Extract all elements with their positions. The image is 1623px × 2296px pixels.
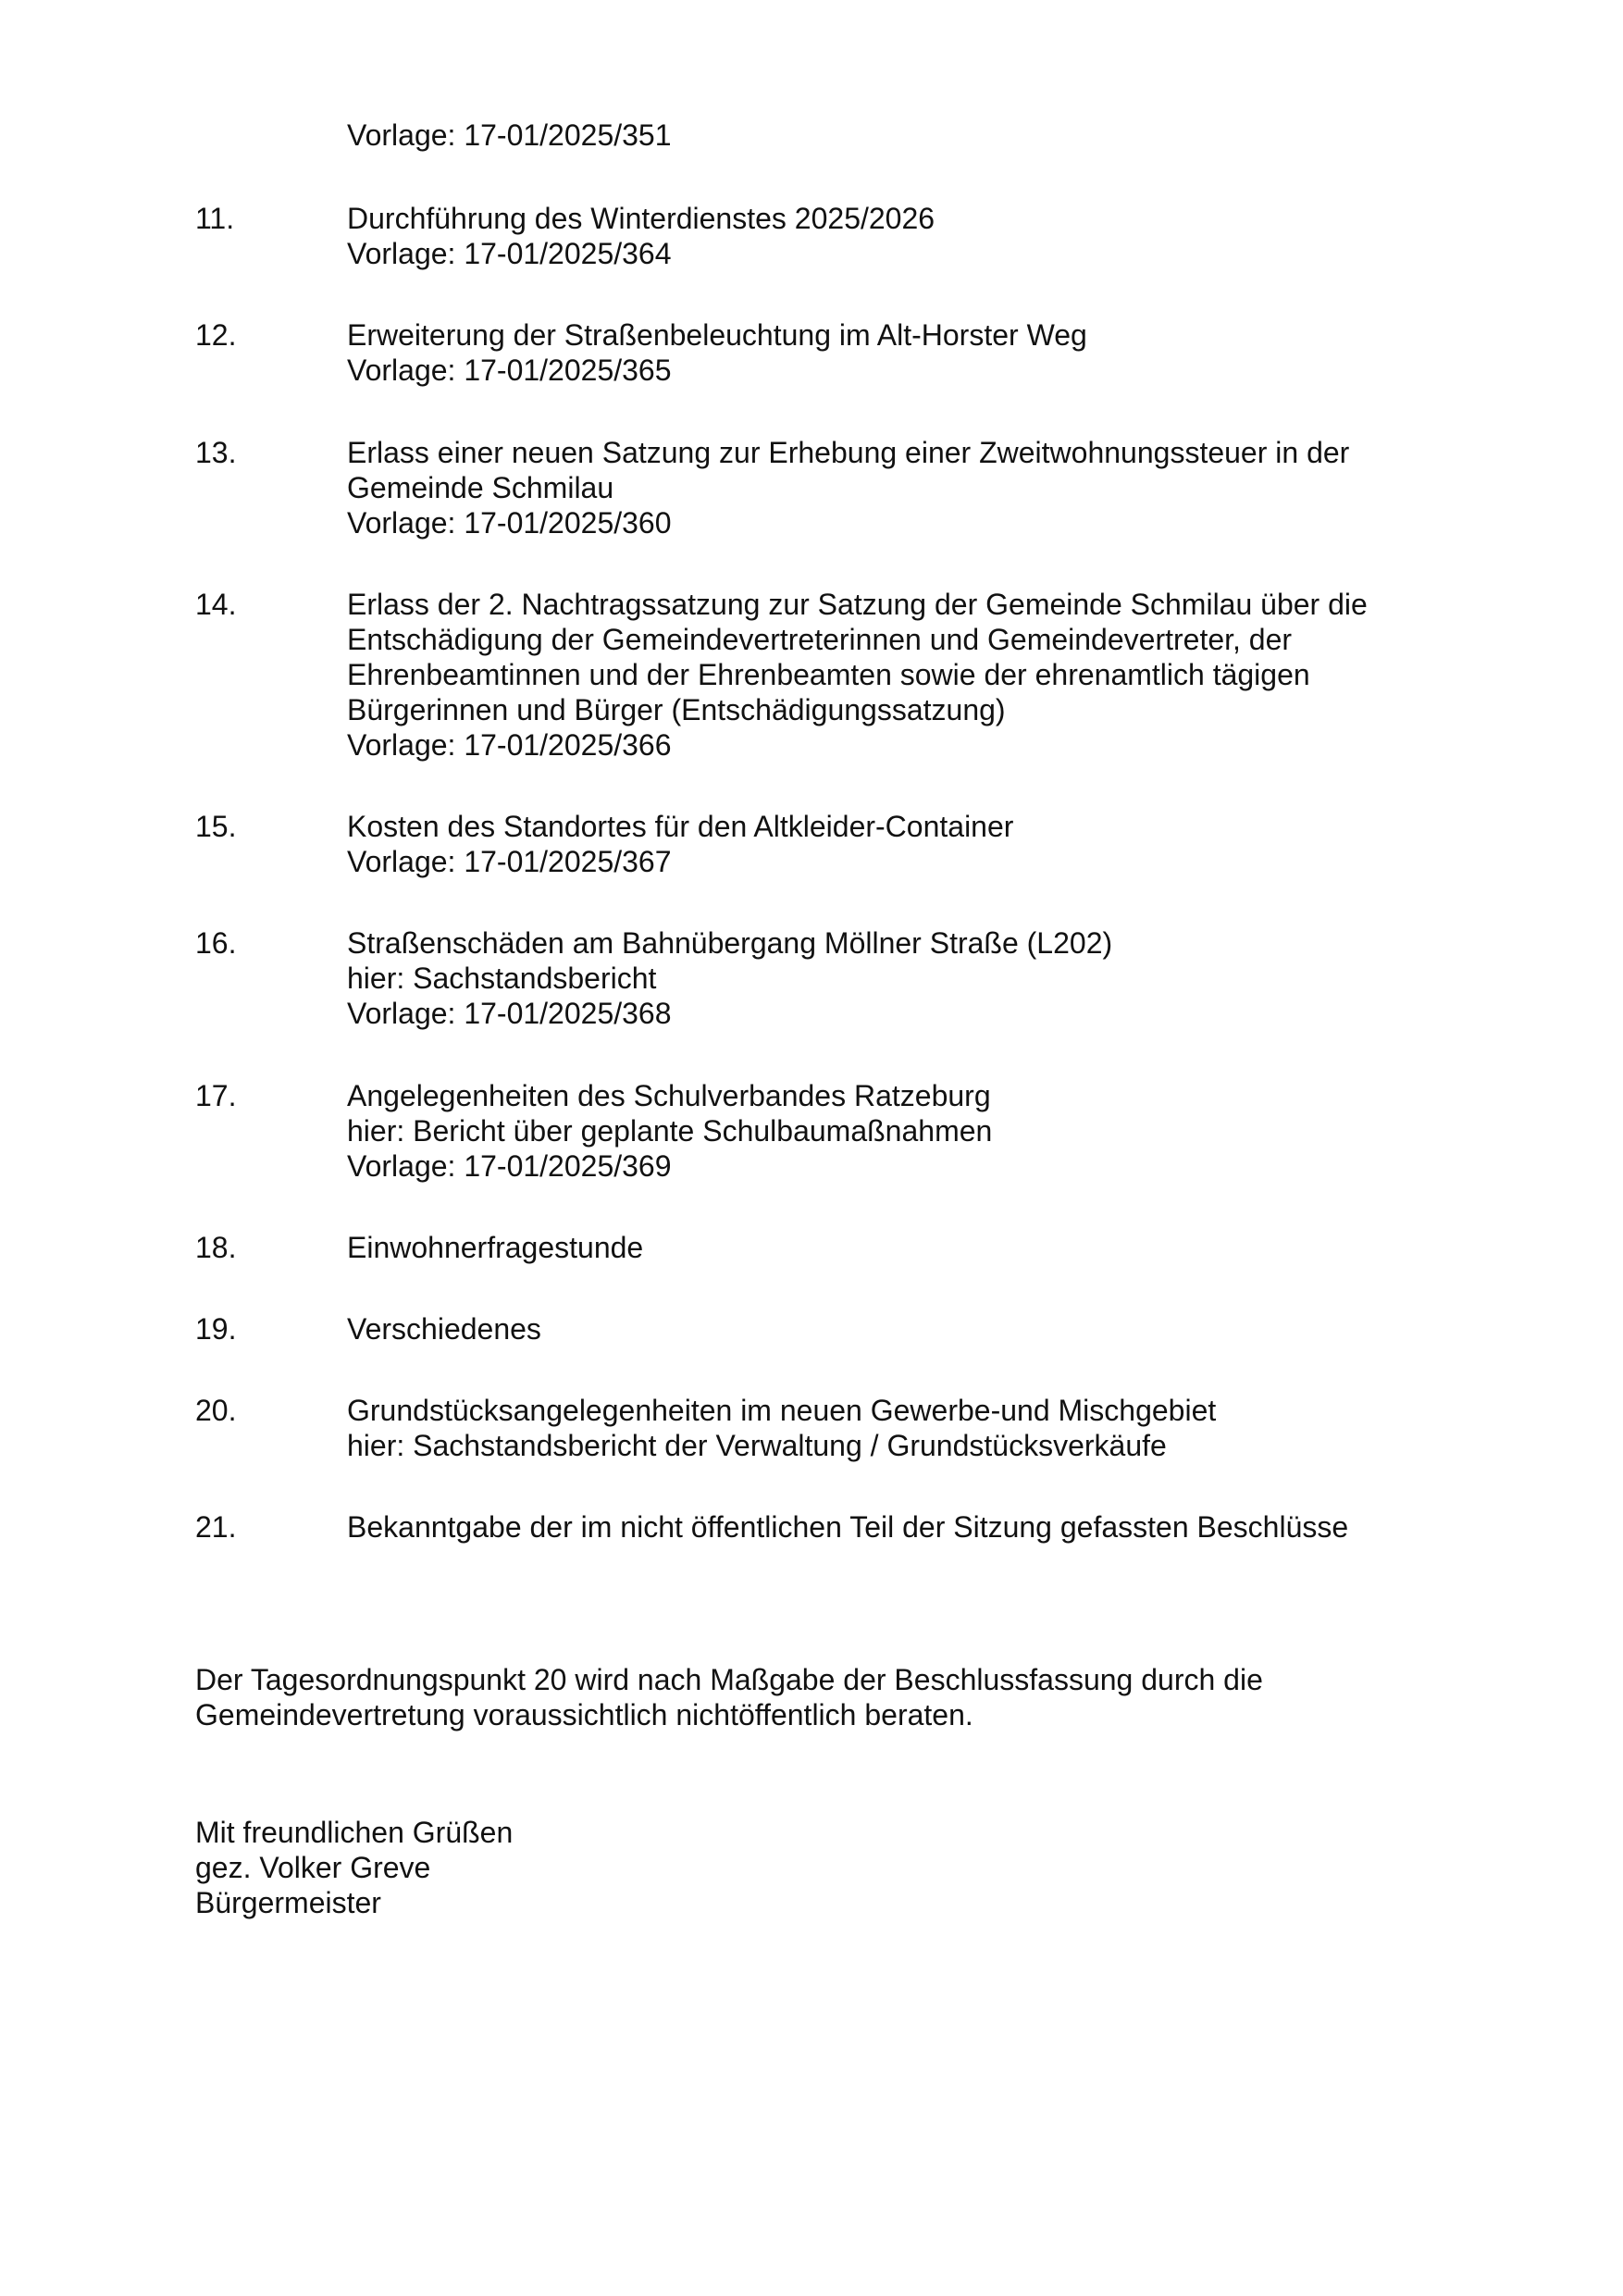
agenda-item-line: Durchführung des Winterdienstes 2025/2026 — [347, 202, 935, 235]
agenda-item-number: 16. — [195, 926, 237, 960]
agenda-item-number: 15. — [195, 810, 237, 843]
agenda-item-text — [347, 1311, 541, 1347]
agenda-item-vorlage: Vorlage: 17-01/2025/360 — [347, 506, 672, 540]
agenda-item-text — [347, 925, 1112, 1031]
agenda-item-text — [347, 317, 1087, 388]
agenda-item-text — [347, 587, 1368, 763]
note-line: Gemeindevertretung voraussichtlich nichtöffentlich beraten. — [195, 1698, 973, 1731]
agenda-item-line: Kosten des Standortes für den Altkleider-Container — [347, 810, 1014, 843]
agenda-item-vorlage: Vorlage: 17-01/2025/364 — [347, 237, 672, 270]
agenda-item-vorlage: Vorlage: 17-01/2025/369 — [347, 1149, 672, 1183]
agenda-item-text — [347, 1230, 643, 1265]
closing-block — [195, 1815, 513, 1920]
agenda-item-line: Straßenschäden am Bahnübergang Möllner Straße (L202) — [347, 926, 1113, 960]
agenda-item-text — [347, 809, 1013, 879]
agenda-item-number: 21. — [195, 1510, 237, 1544]
agenda-item-line: Verschiedenes — [347, 1312, 541, 1346]
note-line: Der Tagesordnungspunkt 20 wird nach Maßgabe der Beschlussfassung durch die — [195, 1663, 1263, 1696]
agenda-item-line: Grundstücksangelegenheiten im neuen Gewerbe-und Mischgebiet — [347, 1394, 1217, 1427]
agenda-item-vorlage: Vorlage: 17-01/2025/366 — [347, 728, 672, 762]
agenda-item-line: Ehrenbeamtinnen und der Ehrenbeamten sowie der ehrenamtlich tägigen — [347, 658, 1310, 691]
signature-name: gez. Volker Greve — [195, 1851, 431, 1884]
agenda-item-vorlage: Vorlage: 17-01/2025/367 — [347, 845, 672, 878]
agenda-item-text — [347, 1509, 1348, 1545]
note-paragraph — [195, 1662, 1263, 1732]
agenda-item-number: 13. — [195, 436, 237, 469]
agenda-item-text — [347, 1393, 1216, 1463]
agenda-item-line: hier: Bericht über geplante Schulbaumaßnahmen — [347, 1114, 993, 1148]
closing-greeting: Mit freundlichen Grüßen — [195, 1816, 514, 1849]
agenda-item-vorlage: Vorlage: 17-01/2025/365 — [347, 354, 672, 387]
agenda-item-number: 20. — [195, 1394, 237, 1427]
signature-role: Bürgermeister — [195, 1886, 381, 1919]
agenda-item-number: 17. — [195, 1079, 237, 1112]
agenda-item-line: Angelegenheiten des Schulverbandes Ratzeburg — [347, 1079, 991, 1112]
carryover-vorlage: Vorlage: 17-01/2025/351 — [347, 118, 672, 152]
agenda-item-line: Erweiterung der Straßenbeleuchtung im Alt-Horster Weg — [347, 318, 1087, 352]
agenda-item-line: Bekanntgabe der im nicht öffentlichen Teil der Sitzung gefassten Beschlüsse — [347, 1510, 1349, 1544]
agenda-item-line: Erlass einer neuen Satzung zur Erhebung einer Zweitwohnungssteuer in der — [347, 436, 1350, 469]
agenda-item-text — [347, 435, 1349, 540]
agenda-item-number: 11. — [195, 202, 235, 235]
agenda-item-line: hier: Sachstandsbericht — [347, 962, 657, 995]
agenda-item-vorlage: Vorlage: 17-01/2025/368 — [347, 997, 672, 1030]
agenda-item-line: Einwohnerfragestunde — [347, 1231, 644, 1264]
agenda-item-line: Bürgerinnen und Bürger (Entschädigungssatzung) — [347, 693, 1006, 726]
agenda-item-line: hier: Sachstandsbericht der Verwaltung / Grundstücksverkäufe — [347, 1429, 1167, 1462]
agenda-item-number: 18. — [195, 1231, 237, 1264]
agenda-item-text — [347, 1078, 992, 1184]
agenda-item-number: 19. — [195, 1312, 237, 1346]
agenda-item-line: Erlass der 2. Nachtragssatzung zur Satzung der Gemeinde Schmilau über die — [347, 588, 1368, 621]
agenda-item-number: 14. — [195, 588, 237, 621]
agenda-item-number: 12. — [195, 318, 237, 352]
agenda-item-line: Gemeinde Schmilau — [347, 471, 614, 504]
agenda-item-line: Entschädigung der Gemeindevertreterinnen und Gemeindevertreter, der — [347, 623, 1293, 656]
agenda-item-text — [347, 201, 935, 271]
